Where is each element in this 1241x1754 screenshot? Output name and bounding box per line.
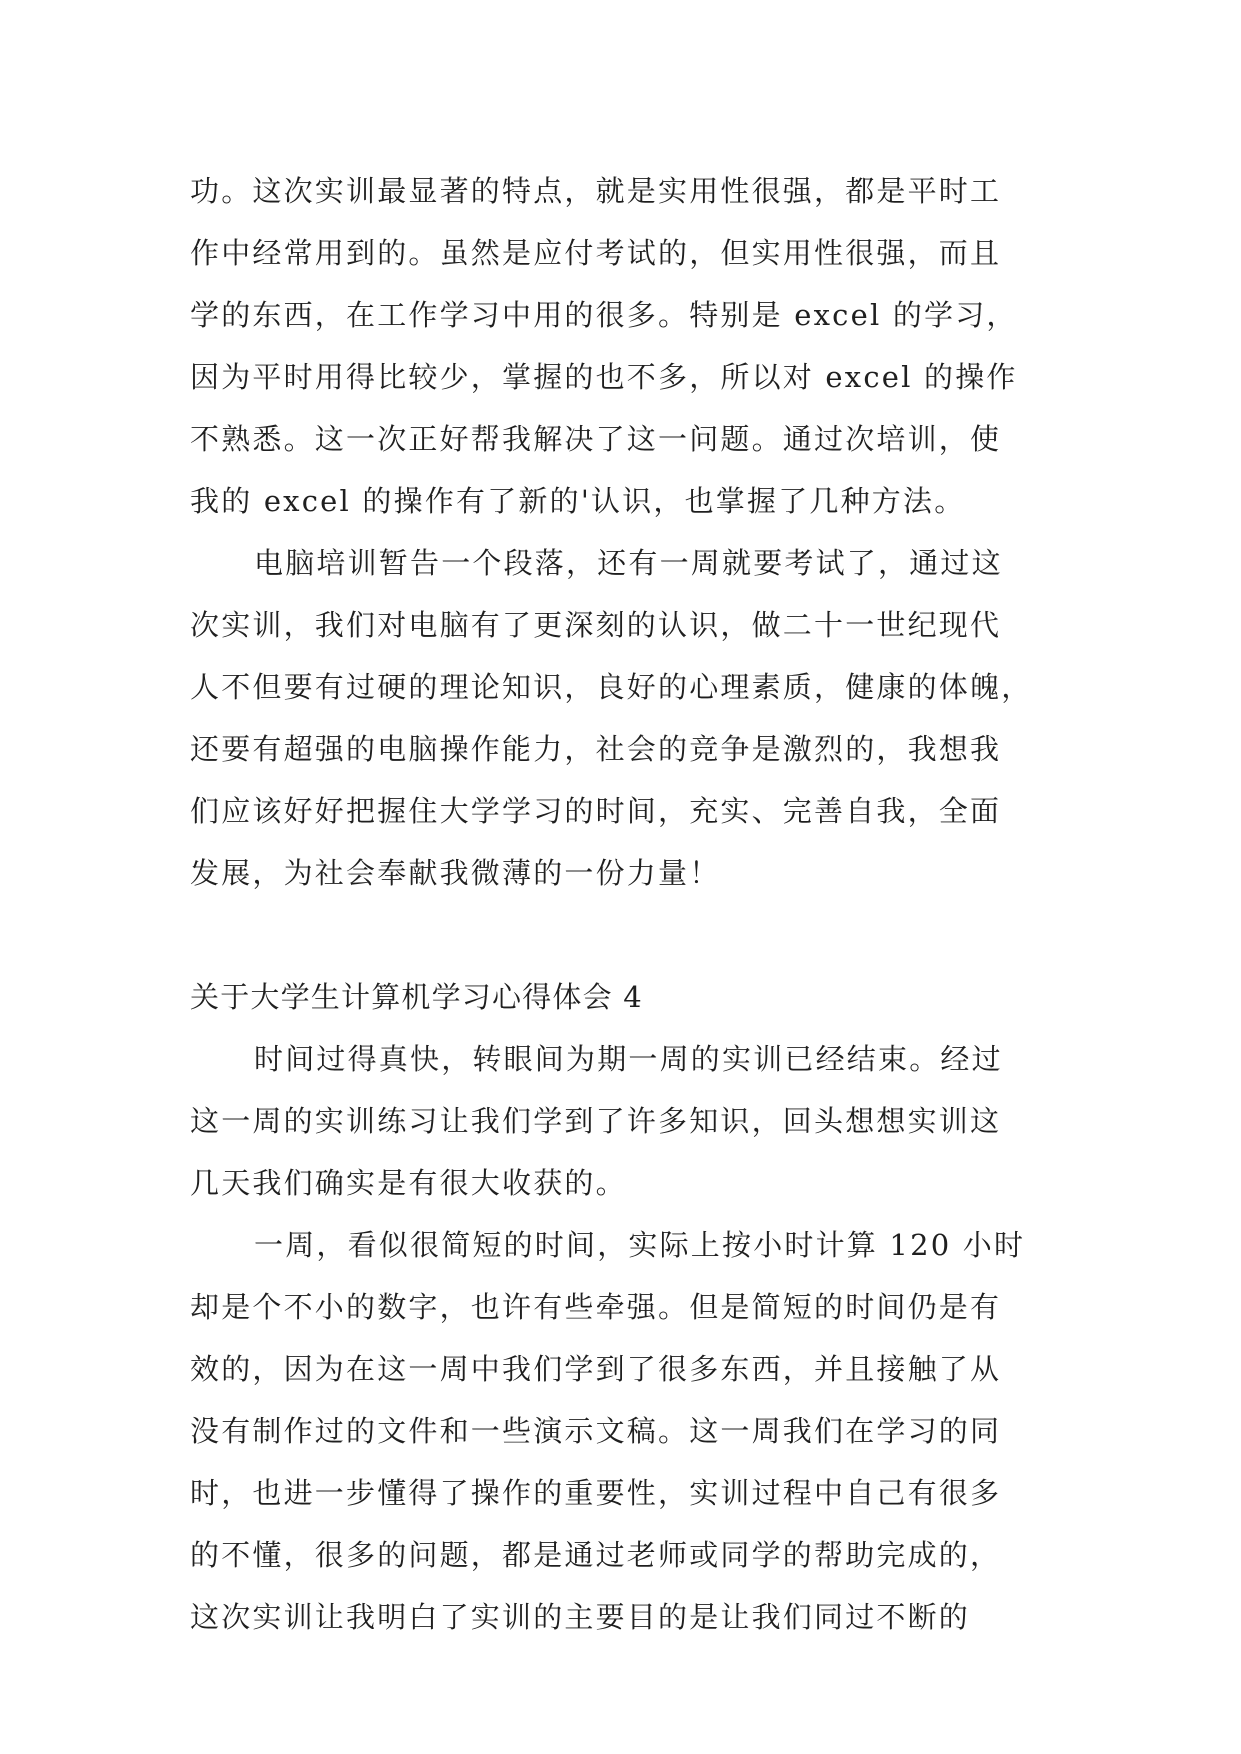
text-line: 作中经常用到的。虽然是应付考试的，但实用性很强，而且 — [190, 236, 1002, 270]
text-line: 发展，为社会奉献我微薄的一份力量！ — [190, 856, 721, 890]
text-line: 不熟悉。这一次正好帮我解决了这一问题。通过次培训，使 — [190, 422, 1002, 456]
text-line: 学的东西，在工作学习中用的很多。特别是 excel 的学习， — [190, 298, 1018, 332]
text-line: 却是个不小的数字，也许有些牵强。但是简短的时间仍是有 — [190, 1290, 1002, 1324]
text-line: 因为平时用得比较少，掌握的也不多，所以对 excel 的操作 — [190, 360, 1018, 394]
text-line: 没有制作过的文件和一些演示文稿。这一周我们在学习的同 — [190, 1414, 1002, 1448]
text-line: 还要有超强的电脑操作能力，社会的竞争是激烈的，我想我 — [190, 732, 1002, 766]
text-line: 功。这次实训最显著的特点，就是实用性很强，都是平时工 — [190, 174, 1002, 208]
paragraph-continuation — [190, 160, 1070, 532]
text-line: 人不但要有过硬的理论知识，良好的心理素质，健康的体魄， — [190, 670, 1033, 704]
text-line: 时，也进一步懂得了操作的重要性，实训过程中自己有很多 — [190, 1476, 1002, 1510]
document-body — [190, 160, 1070, 1648]
text-line: 次实训，我们对电脑有了更深刻的认识，做二十一世纪现代 — [190, 608, 1002, 642]
paragraph — [190, 1214, 1070, 1648]
text-line: 效的，因为在这一周中我们学到了很多东西，并且接触了从 — [190, 1352, 1002, 1386]
paragraph — [190, 532, 1070, 904]
text-line-first: 电脑培训暂告一个段落，还有一周就要考试了，通过这 — [254, 546, 1003, 580]
text-line: 们应该好好把握住大学学习的时间，充实、完善自我，全面 — [190, 794, 1002, 828]
text-line: 几天我们确实是有很大收获的。 — [190, 1166, 627, 1200]
paragraph — [190, 1028, 1070, 1214]
text-line: 我的 excel 的操作有了新的'认识，也掌握了几种方法。 — [190, 484, 966, 518]
section-heading: 关于大学生计算机学习心得体会 4 — [190, 980, 643, 1014]
text-line-first: 时间过得真快，转眼间为期一周的实训已经结束。经过 — [254, 1042, 1003, 1076]
text-line: 这一周的实训练习让我们学到了许多知识，回头想想实训这 — [190, 1104, 1002, 1138]
text-line: 的不懂，很多的问题，都是通过老师或同学的帮助完成的， — [190, 1538, 1002, 1572]
blank-line — [190, 904, 1070, 966]
text-line: 这次实训让我明白了实训的主要目的是让我们同过不断的 — [190, 1600, 971, 1634]
text-line-first: 一周，看似很简短的时间，实际上按小时计算 120 小时 — [254, 1228, 1026, 1262]
